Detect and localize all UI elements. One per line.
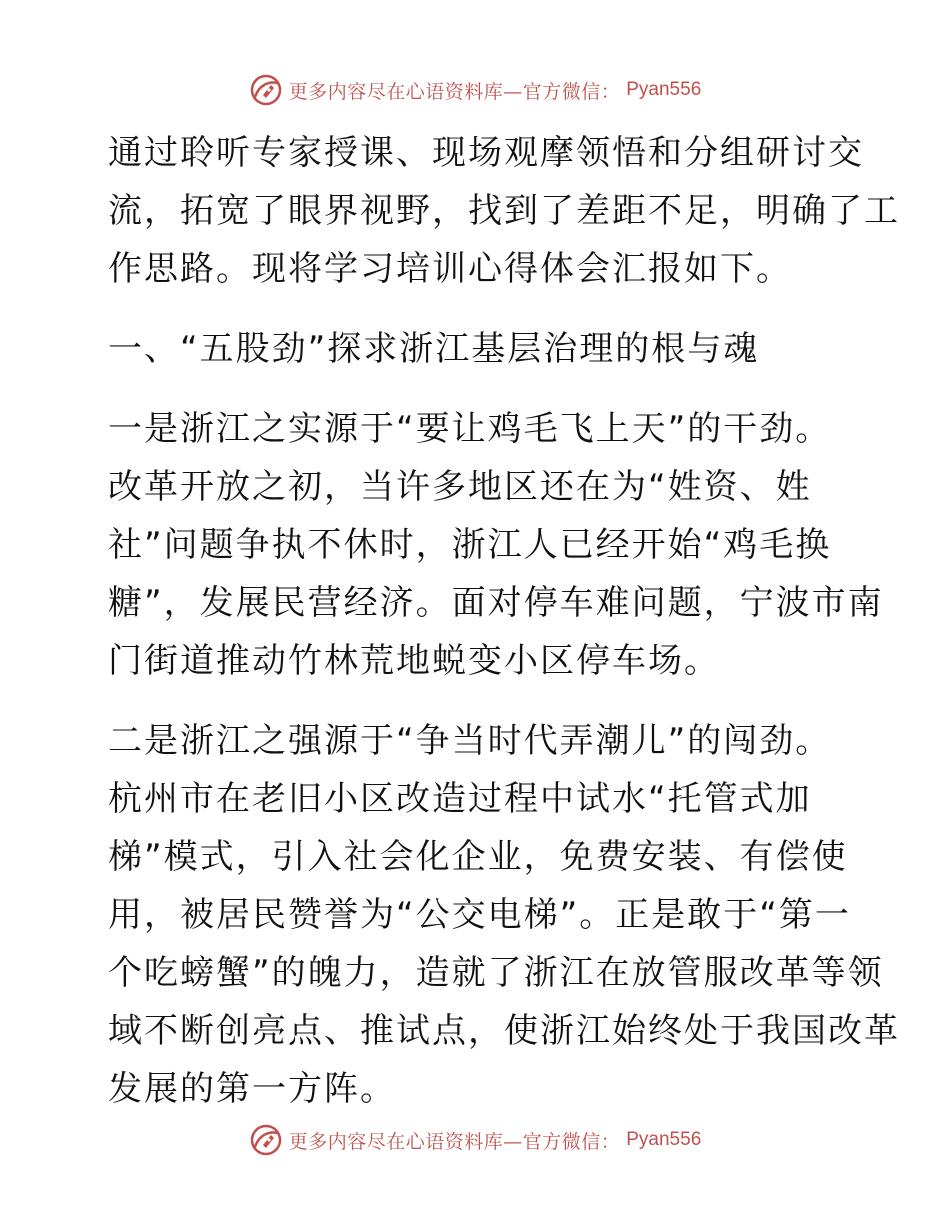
text-line: 发展的第一方阵。	[108, 1069, 396, 1109]
paragraph-point-one	[100, 400, 884, 690]
text-line: 通过聆听专家授课、现场观摩领悟和分组研讨交	[108, 133, 864, 173]
footer-banner	[0, 1120, 950, 1160]
text-line: 糖”，发展民营经济。面对停车难问题，宁波市南	[108, 583, 884, 623]
text-line: 一是浙江之实源于“要让鸡毛飞上天”的干劲。	[108, 409, 832, 449]
header-wechat-id: Pyan556	[626, 79, 702, 100]
section-heading	[100, 320, 870, 378]
heading-line: 一、“五股劲”探求浙江基层治理的根与魂	[108, 329, 760, 369]
red-pen-nib-circle-icon	[249, 73, 283, 107]
text-line: 个吃螃蟹”的魄力，造就了浙江在放管服改革等领	[108, 953, 884, 993]
footer-banner-text: 更多内容尽在心语资料库—官方微信：	[288, 1130, 621, 1153]
document-body	[100, 124, 900, 1140]
text-line: 二是浙江之强源于“争当时代弄潮儿”的闯劲。	[108, 721, 832, 761]
text-line: 门街道推动竹林荒地蜕变小区停车场。	[108, 641, 720, 681]
text-line: 梯”模式，引入社会化企业，免费安装、有偿使	[108, 837, 848, 877]
red-pen-nib-circle-icon	[249, 1123, 283, 1157]
text-line: 作思路。现将学习培训心得体会汇报如下。	[108, 249, 792, 289]
text-line: 社”问题争执不休时，浙江人已经开始“鸡毛换	[108, 525, 832, 565]
text-line: 流，拓宽了眼界视野，找到了差距不足，明确了工	[108, 191, 900, 231]
text-line: 杭州市在老旧小区改造过程中试水“托管式加	[108, 779, 812, 819]
header-banner-text: 更多内容尽在心语资料库—官方微信：	[288, 80, 621, 103]
text-line: 用，被居民赞誉为“公交电梯”。正是敢于“第一	[108, 895, 851, 935]
header-banner	[0, 70, 950, 110]
footer-wechat-id: Pyan556	[626, 1129, 702, 1150]
text-line: 域不断创亮点、推试点，使浙江始终处于我国改革	[108, 1011, 900, 1051]
paragraph-intro	[100, 124, 900, 298]
text-line: 改革开放之初，当许多地区还在为“姓资、姓	[108, 467, 812, 507]
paragraph-point-two	[100, 712, 900, 1118]
